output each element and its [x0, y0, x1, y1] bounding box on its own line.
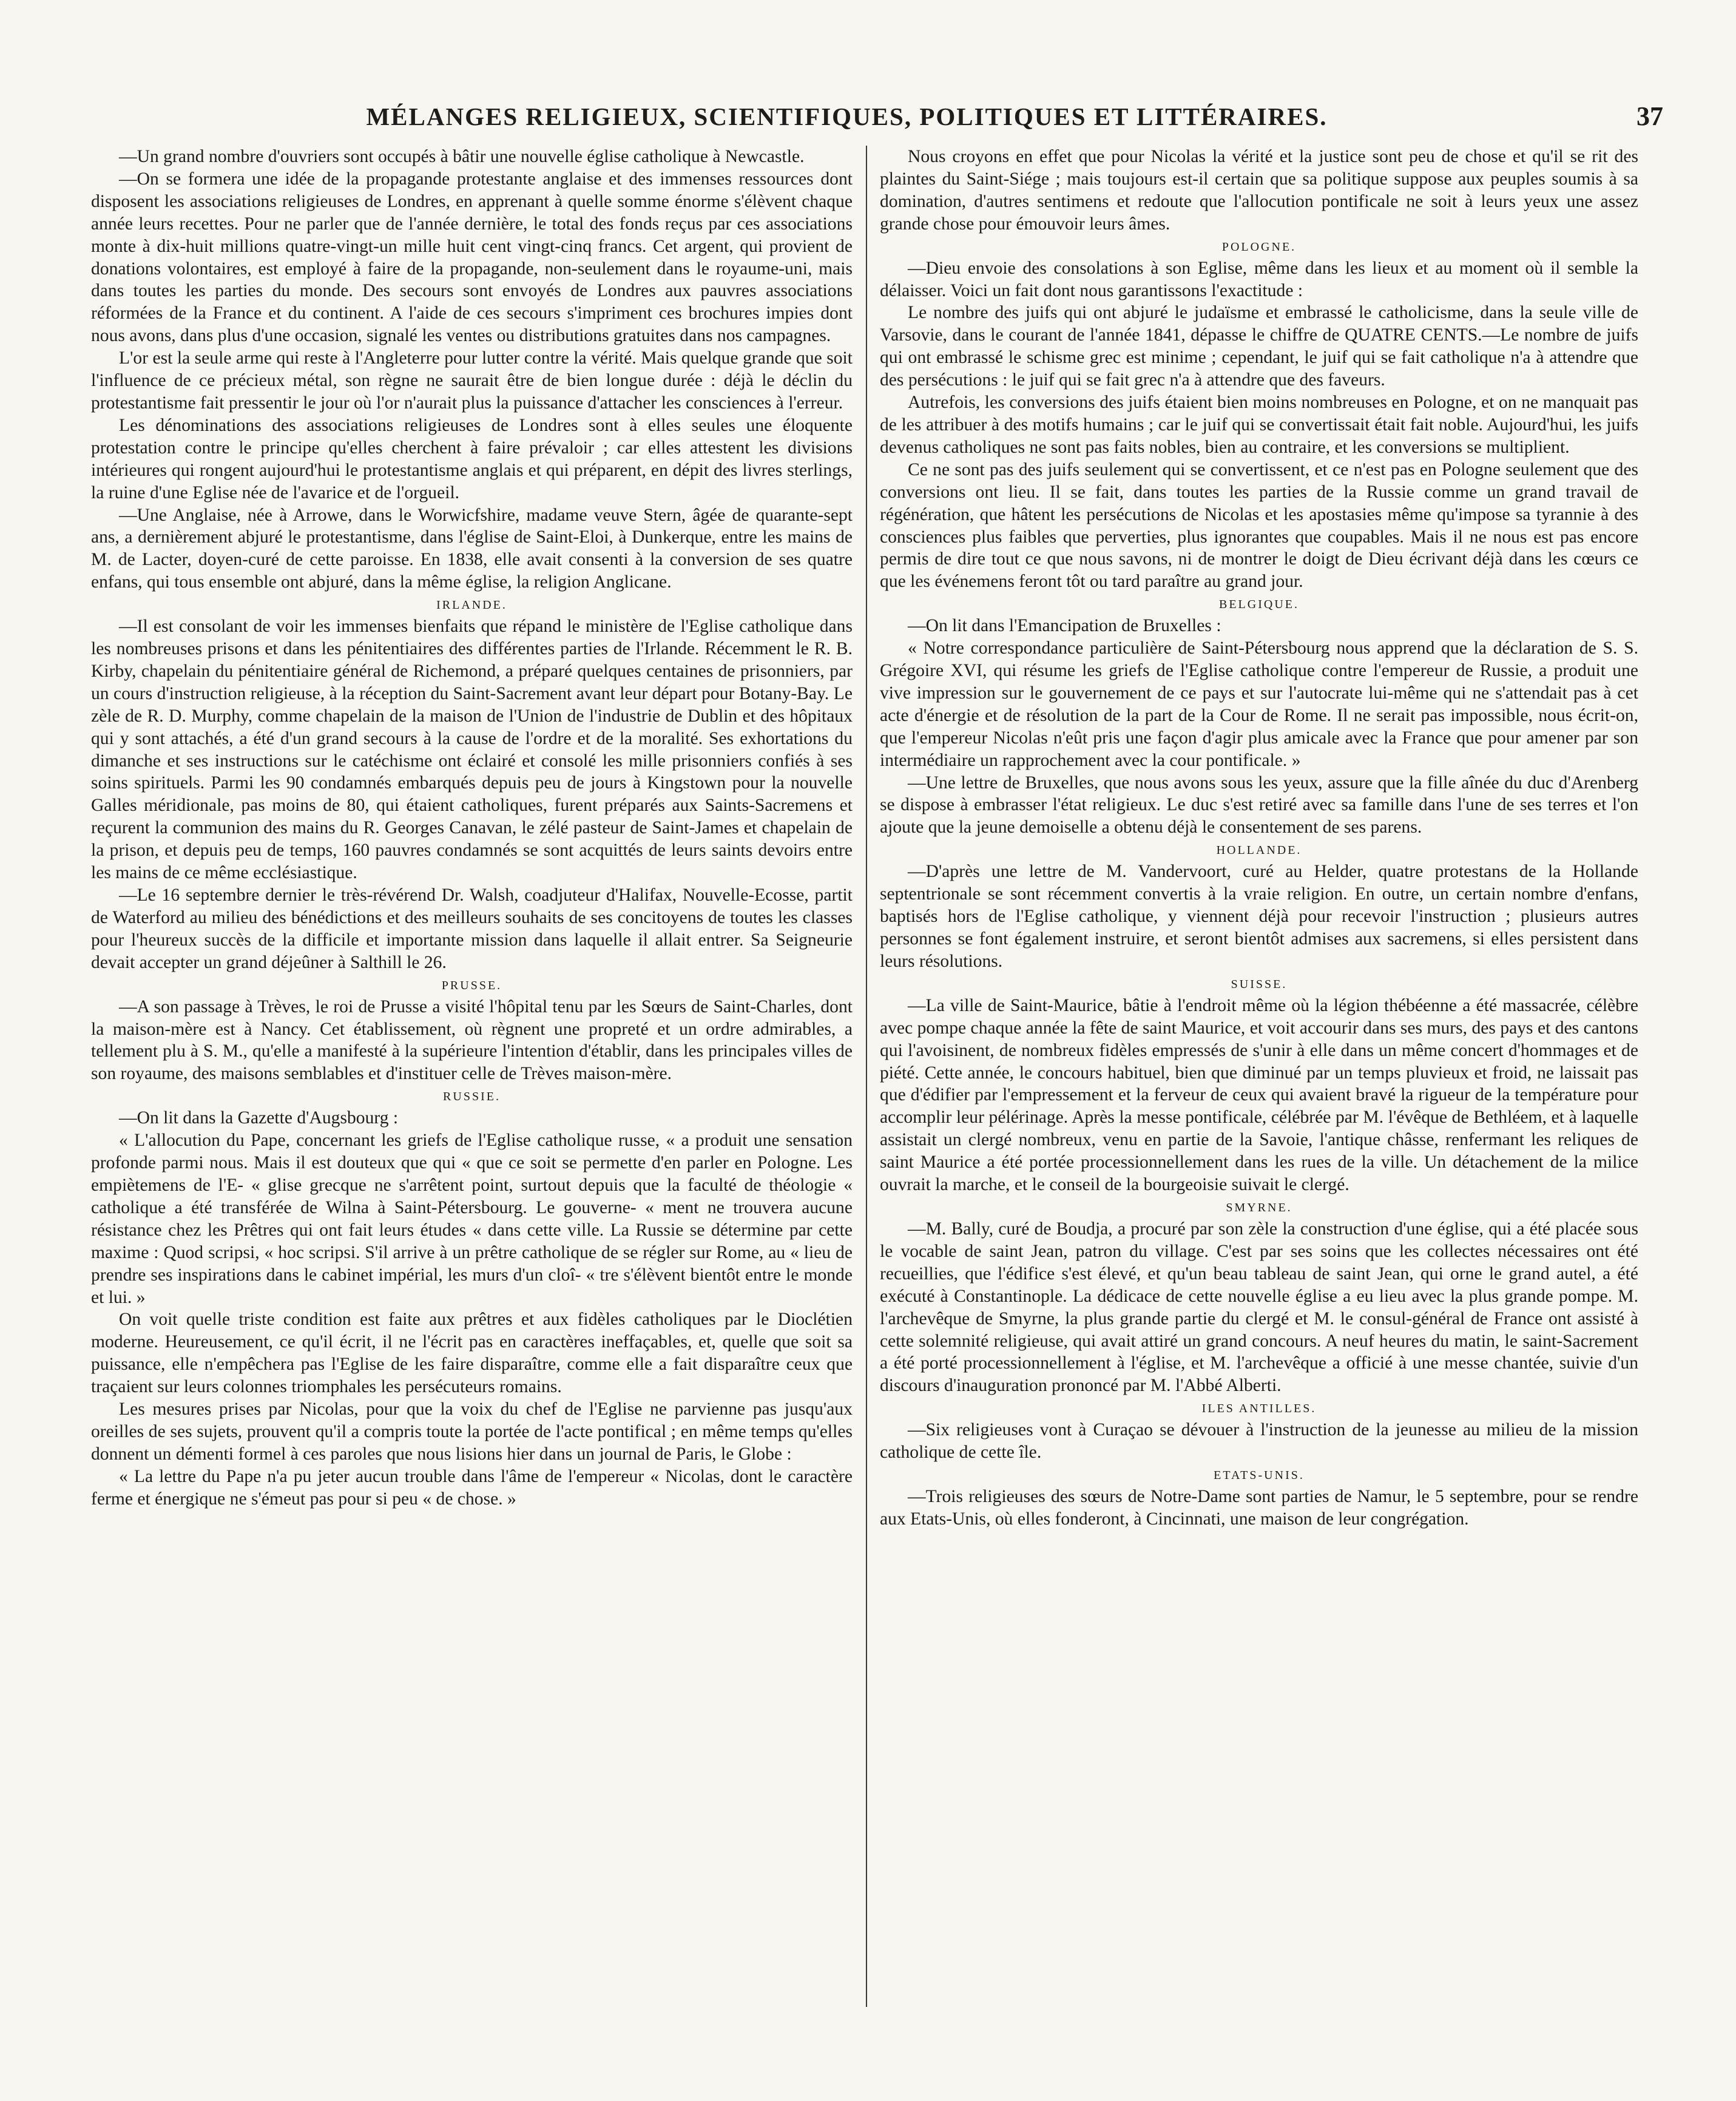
quoted-paragraph: « La lettre du Pape n'a pu jeter aucun trouble dans l'âme de l'empereur « Nicolas, dont le caractère ferme et énergique ne s'émeut pas pour si peu « de chose. » — [91, 1466, 853, 1509]
article-paragraph: Nous croyons en effet que pour Nicolas la vérité et la justice sont peu de chose et qu'il se rit des plaintes du Saint-Siége ; mais toujours est-il certain que sa politique suppose aux peuples soumis à sa domination, d'autres sentimens et redoute que l'allocution pontificale ne soit à leurs yeux une assez grande chose pour émouvoir leurs âmes. — [880, 147, 1638, 234]
article-paragraph: —Le 16 septembre dernier le très-révérend Dr. Walsh, coadjuteur d'Halifax, Nouvelle-Ecosse, partit de Waterford au milieu des bénédictions et des meilleurs souhaits de ses concitoyens de toutes les classes pour l'heureux succès de la difficile et importante mission dans laquelle il allait entrer. Sa Seigneurie devait accepter un grand déjeûner à Salthill le 26. — [91, 885, 853, 972]
article-paragraph: —D'après une lettre de M. Vandervoort, curé au Helder, quatre protestans de la Hollande septentrionale se sont récemment convertis à la vraie religion. En outre, un certain nombre d'enfans, baptisés hors de l'Eglise catholique, y viennent déjà pour recevoir l'instruction ; plusieurs autres personnes se font également instruire, et seront bientôt admises aux sacremens, si elles persistent dans leurs résolutions. — [880, 862, 1638, 971]
section-heading-prusse: PRUSSE. — [441, 978, 502, 992]
section-heading-smyrne: SMYRNE. — [1226, 1200, 1292, 1214]
quoted-paragraph: « Notre correspondance particulière de Saint-Pétersbourg nous apprend que la déclaration de S. S. Grégoire XVI, qui résume les griefs de l'Eglise catholique contre l'empereur de Russie, a produit une vive impression sur le gouvernement de ce pays et sur l'autocrate lui-même qui ne s'attendait pas à cet acte d'énergie et de résolution de la part de la Cour de Rome. Il ne serait pas impossible, nous écrit-on, que l'empereur Nicolas n'eût pris une façon d'agir plus amicale avec la France que pour amener par son intermédiaire un rapprochement avec la cour pontificale. » — [880, 638, 1638, 770]
article-paragraph: Les mesures prises par Nicolas, pour que la voix du chef de l'Eglise ne parvienne pas jusqu'aux oreilles de ses sujets, prouvent qu'il a compris toute la portée de l'acte pontifical ; en même temps qu'elles donnent un démenti formel à ces paroles que nous lisions hier dans un journal de Paris, le Globe : — [91, 1399, 853, 1464]
article-paragraph: Les dénominations des associations religieuses de Londres sont à elles seules une éloquente protestation contre le principe qu'elles cherchent à faire prévaloir ; car elles attestent les divisions intérieures qui rongent aujourd'hui le protestantisme anglais et qui préparent, en dépit des livres sterlings, la ruine d'une Eglise née de l'avarice et de l'orgueil. — [91, 415, 853, 502]
running-title: MÉLANGES RELIGIEUX, SCIENTIFIQUES, POLITIQUES ET LITTÉRAIRES. — [366, 103, 1328, 130]
section-heading-hollande: HOLLANDE. — [1216, 844, 1302, 858]
article-paragraph: —On lit dans la Gazette d'Augsbourg : — [119, 1108, 399, 1128]
article-paragraph: —On se formera une idée de la propagande protestante anglaise et des immenses ressources dont disposent les associations religieuses de Londres, en apprenant à quelle somme énorme s'élèvent chaque année leurs recettes. Pour ne parler que de l'année dernière, le total des fonds reçus par ces associations monte à dix-huit millions quatre-vingt-un mille huit cent vingt-cinq francs. Cet argent, qui provient de donations volontaires, est employé à faire de la propagande, non-seulement dans le royaume-uni, mais dans toutes les parties du monde. Des secours sont envoyés de Londres aux pauvres associations réformées de la France et du continent. A l'aide de ces secours s'impriment ces brochures impies dont nous avons, dans plus d'une occasion, signalé les ventes ou distributions gratuites dans nos campagnes. — [91, 169, 853, 346]
article-paragraph: —On lit dans l'Emancipation de Bruxelles : — [908, 616, 1221, 636]
column-rule — [866, 146, 867, 2007]
article-paragraph: —Six religieuses vont à Curaçao se dévouer à l'instruction de la jeunesse au milieu de la mission catholique de cette île. — [880, 1420, 1638, 1463]
right-column — [880, 146, 1638, 2010]
page-number: 37 — [1636, 101, 1663, 131]
article-paragraph: Le nombre des juifs qui ont abjuré le judaïsme et embrassé le catholicisme, dans la seule ville de Varsovie, dans le courant de l'année 1841, dépasse le chiffre de QUATRE CENTS.—Le nombre de juifs qui ont embrassé le schisme grec est minime ; cependant, le juif qui se fait catholique n'a à attendre que des persécutions : le juif qui se fait grec n'a à attendre que des faveurs. — [880, 303, 1638, 390]
section-heading-russie: RUSSIE. — [443, 1090, 501, 1104]
article-paragraph: —Dieu envoie des consolations à son Eglise, même dans les lieux et au moment où il semble la délaisser. Voici un fait dont nous garantissons l'exactitude : — [880, 258, 1638, 300]
section-heading-suisse: SUISSE. — [1231, 977, 1288, 991]
article-paragraph: L'or est la seule arme qui reste à l'Angleterre pour lutter contre la vérité. Mais quelque grande que soit l'influence de ce précieux métal, son règne ne saurait être de bien longue durée : déjà le déclin du protestantisme fait pressentir le jour où l'or n'aurait plus la puissance d'attacher les consciences à l'erreur. — [91, 348, 853, 413]
section-heading-irlande: IRLANDE. — [436, 598, 507, 612]
article-paragraph: Autrefois, les conversions des juifs étaient bien moins nombreuses en Pologne, et on ne manquait pas de les attribuer à des motifs humains ; car le juif qui se convertissait était fait noble. Aujourd'hui, les juifs devenus catholiques ne sont pas faits nobles, bien au contraire, et les conversions se multiplient. — [880, 393, 1638, 457]
article-paragraph: On voit quelle triste condition est faite aux prêtres et aux fidèles catholiques par le Dioclétien moderne. Heureusement, ce qu'il écrit, il ne l'écrit pas en caractères ineffaçables, et, quelle que soit sa puissance, elle n'empêchera pas l'Eglise de les faire disparaître, comme elle a fait disparaître ceux que traçaient sur leurs colonnes triomphales les persécuteurs romains. — [91, 1310, 853, 1397]
article-paragraph: —Trois religieuses des sœurs de Notre-Dame sont parties de Namur, le 5 septembre, pour se rendre aux Etats-Unis, où elles fonderont, à Cincinnati, une maison de leur congrégation. — [880, 1487, 1638, 1529]
quoted-paragraph: « L'allocution du Pape, concernant les griefs de l'Eglise catholique russe, « a produit une sensation profonde parmi nous. Mais il est douteux que qui « que ce soit se permette d'en parler en Pologne. Les empiètemens de l'E- « glise grecque ne s'arrêtent point, surtout depuis que la faculté de théologie « catholique a été transférée de Wilna à Saint-Pétersbourg. Le gouverne- « ment ne trouvera aucune résistance chez les Prêtres qui ont fait leurs études « dans cette ville. La Russie se détermine par cette maxime : Quod scripsi, « hoc scripsi. S'il arrive à un prêtre catholique de se régler sur Rome, au « lieu de prendre ses inspirations dans le cabinet impérial, les murs d'un cloî- « tre s'élèvent bientôt entre le monde et lui. » — [91, 1131, 853, 1307]
left-column — [91, 146, 853, 2010]
article-paragraph: —Une Anglaise, née à Arrowe, dans le Worwicfshire, madame veuve Stern, âgée de quarante-sept ans, a dernièrement abjuré le protestantisme, dans l'église de Saint-Eloi, à Dunkerque, entre les mains de M. de Lacter, doyen-curé de cette paroisse. En 1838, elle avait consenti à la conversion de ses quatre enfans, qui tous ensemble ont abjuré, dans la même église, la religion Anglicane. — [91, 505, 853, 592]
section-heading-belgique: BELGIQUE. — [1219, 598, 1299, 612]
article-paragraph: —La ville de Saint-Maurice, bâtie à l'endroit même où la légion thébéenne a été massacrée, célèbre avec pompe chaque année la fête de saint Maurice, et voit accourir dans ses murs, des pays et des cantons qui l'avoisinent, de nombreux fidèles empressés de s'unir à elle dans un même concert d'hommages et de piété. Cette année, le concours habituel, bien que diminué par un temps pluvieux et froid, ne laissait pas que d'édifier par l'empressement et la ferveur de ceux qui avaient bravé la rigueur de la température pour accomplir leur pélérinage. Après la messe pontificale, célébrée par M. l'évêque de Bethléem, et à laquelle assistait un clergé nombreux, venu en partie de la Savoie, l'antique châsse, renfermant les reliques de saint Maurice a été portée processionnellement dans les rues de la ville. Un détachement de la milice ouvrait la marche, et le conseil de la bourgeoisie suivait le clergé. — [880, 995, 1638, 1195]
running-head — [115, 102, 1663, 138]
article-paragraph: —M. Bally, curé de Boudja, a procuré par son zèle la construction d'une église, qui a été placée sous le vocable de saint Jean, patron du village. C'est par ses soins que les collectes nécessaires ont été recueillies, que l'édifice s'est élevé, et qu'un beau tableau de saint Jean, qui orne le grand autel, a été exécuté à Constantinople. La dédicace de cette nouvelle église a eu lieu avec la plus grande pompe. M. l'archevêque de Smyrne, la plus grande partie du clergé et M. le consul-général de France ont assisté à cette solemnité religieuse, qui avait attiré un grand concours. A neuf heures du matin, le saint-Sacrement a été porté processionnellement à l'église, et M. l'archevêque a officié à une messe chantée, suivie d'un discours d'inauguration prononcé par M. l'Abbé Alberti. — [880, 1219, 1638, 1396]
section-heading-antilles: ILES ANTILLES. — [1201, 1402, 1317, 1416]
section-heading-etats-unis: ETATS-UNIS. — [1214, 1469, 1305, 1483]
article-paragraph: —A son passage à Trèves, le roi de Prusse a visité l'hôpital tenu par les Sœurs de Saint-Charles, dont la maison-mère est à Nancy. Cet établissement, où règnent une propreté et un ordre admirables, a tellement plu à S. M., qu'elle a manifesté à la supérieure l'intention d'établir, dans les principales villes de son royaume, des maisons semblables et d'instituer celle de Trèves maison-mère. — [91, 996, 853, 1084]
section-heading-pologne: POLOGNE. — [1221, 240, 1297, 254]
article-paragraph: —Une lettre de Bruxelles, que nous avons sous les yeux, assure que la fille aînée du duc d'Arenberg se dispose à embrasser l'état religieux. Le duc s'est retiré avec sa famille dans l'une de ses terres et l'on ajoute que la jeune demoiselle a obtenu déjà le consentement de ses parens. — [880, 773, 1638, 837]
article-paragraph: Ce ne sont pas des juifs seulement qui se convertissent, et ce n'est pas en Pologne seulement que des conversions ont lieu. Il se fait, dans toutes les parties de la Russie comme un grand travail de régénération, que hâtent les persécutions de Nicolas et les apostasies même qu'impose sa tyrannie à des consciences plus faibles que perverties, plus ignorantes que coupables. Mais il ne nous est pas encore permis de dire tout ce que nous savons, ni de montrer le doigt de Dieu écrivant déjà dans les cœurs ce que les événemens feront tôt ou tard paraître au grand jour. — [880, 459, 1638, 592]
article-paragraph: —Il est consolant de voir les immenses bienfaits que répand le ministère de l'Eglise catholique dans les nombreuses prisons et dans les pénitentiaires des différentes parties de l'Irlande. Récemment le R. B. Kirby, chapelain du pénitentiaire général de Richemond, a préparé quelques centaines de prisonniers, par un cours d'instruction religieuse, à la réception du Saint-Sacrement avant leur départ pour Botany-Bay. Le zèle de R. D. Murphy, comme chapelain de la maison de l'Union de l'industrie de Dublin et des hôpitaux qui y sont attachés, a été d'un grand secours à la cause de l'ordre et de la moralité. Ses exhortations du dimanche et ses instructions sur le catéchisme ont éclairé et consolé les mille prisonniers confiés à ses soins spirituels. Parmi les 90 condamnés embarqués depuis peu de jours à Kingstown pour la nouvelle Galles méridionale, pas moins de 80, qui étaient catholiques, furent préparés aux Saints-Sacremens et reçurent la communion des mains du R. Georges Canavan, le zélé pasteur de Saint-James et chapelain de la prison, et depuis peu de temps, 160 pauvres condamnés se sont acquittés de leurs saints devoirs entre les mains de ce même ecclésiastique. — [91, 617, 853, 883]
article-paragraph: —Un grand nombre d'ouvriers sont occupés à bâtir une nouvelle église catholique à Newcastle. — [119, 147, 805, 166]
